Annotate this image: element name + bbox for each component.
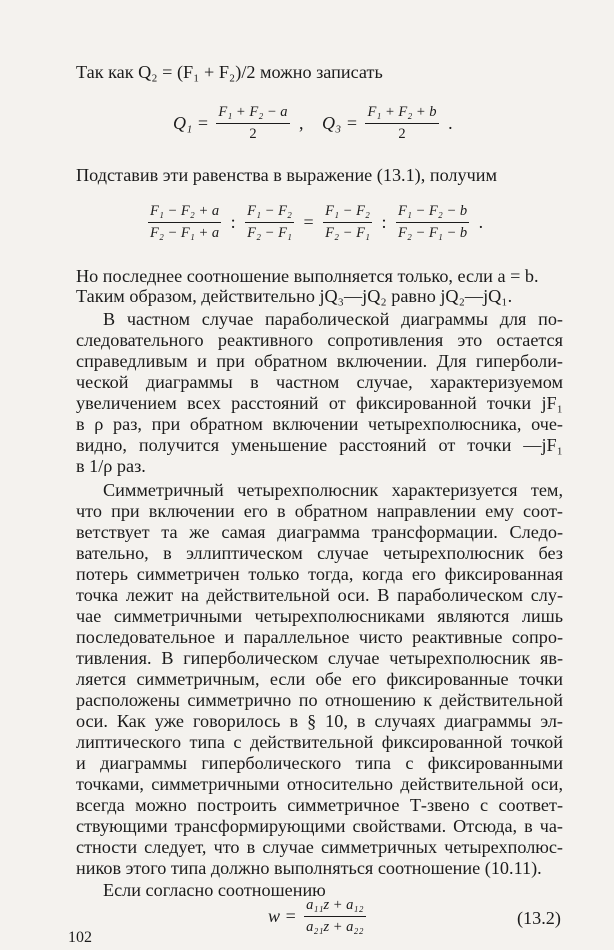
q3-denominator: 2 (398, 126, 406, 143)
ratio-fraction-4 (396, 203, 469, 242)
ratio-op-2: : (381, 212, 387, 233)
paragraph-line-last: в 1/ρ раз. (76, 456, 146, 476)
paragraph-line: точками, симметричными относительно действительной оси, (76, 774, 563, 794)
ratio-op-1: : (230, 212, 236, 233)
q1-lhs: Q₁ = (173, 113, 209, 134)
ratio-1-numerator: F₁ − F₂ + a (150, 203, 220, 219)
paragraph-line-first: Симметричный четырехполюсник характеризуется тем, (103, 480, 563, 500)
text-line-intro: Так как Q₂ = (F₁ + F₂)/2 можно записать (76, 62, 383, 82)
ratio-fraction-1 (148, 203, 221, 242)
w-lhs: w = (268, 906, 297, 927)
w-numerator: a₁₁z + a₁₂ (306, 897, 364, 913)
text-line-substitute: Подставив эти равенства в выражение (13.1), получим (76, 165, 497, 185)
paragraph-line: тивления. В гиперболическом случае четырехполюсник яв- (76, 648, 563, 668)
equation-number: (13.2) (517, 908, 561, 928)
q1-numerator: F₁ + F₂ − a (218, 104, 288, 120)
paragraph-line: чае симметричными четырехполюсниками являются лишь (76, 606, 563, 626)
ratio-4-denominator: F₂ − F₁ − b (398, 225, 468, 242)
ratio-2-denominator: F₂ − F₁ (247, 225, 292, 242)
ratio-2-numerator: F₁ − F₂ (247, 203, 292, 219)
ratio-3-denominator: F₂ − F₁ (325, 225, 370, 242)
equation-13-2 (268, 897, 369, 936)
paragraph-line: всегда можно построить симметричное Т-звено с соответ- (76, 795, 563, 815)
w-denominator: a₂₁z + a₂₂ (306, 919, 364, 936)
paragraph-line: ческой диаграммы в частном случае, характеризуемом (76, 372, 563, 392)
paragraph-line: точка лежит на действительной оси. В параболическом слу- (76, 585, 563, 605)
ratio-end: . (478, 212, 484, 233)
paragraph-line: и диаграммы гиперболического типа с фиксированными (76, 753, 563, 773)
paragraph-line: потерь симметричен только тогда, когда его фиксированная (76, 564, 563, 584)
ratio-equals: = (303, 212, 314, 233)
paragraph-line: стности следует, что в случае симметричных четырехполюс- (76, 837, 563, 857)
paragraph-line: увеличением всех расстояний от фиксированной точки jF₁ (76, 393, 563, 413)
q3-lhs: Q₃ = (322, 113, 358, 134)
text-line: Но последнее соотношение выполняется только, если a = b. (76, 266, 539, 286)
q3-numerator: F₁ + F₂ + b (367, 104, 437, 120)
paragraph-line: видно, получится уменьшение расстояний от точки —jF₁ (76, 435, 563, 455)
page-number: 102 (68, 929, 92, 946)
paragraph-line: справедливым и при обратном включении. Для гиперболи- (76, 351, 563, 371)
q1-denominator: 2 (249, 126, 257, 143)
text-line: Таким образом, действительно jQ₃—jQ₂ равно jQ₂—jQ₁. (76, 286, 513, 306)
paragraph-line: расположены симметрично по отношению к действительной (76, 690, 563, 710)
ratio-3-numerator: F₁ − F₂ (325, 203, 370, 219)
equation-ratio (145, 203, 485, 242)
ratio-fraction-3 (323, 203, 372, 242)
paragraph-line: ляется симметричным, если обе его фиксированные точки (76, 669, 563, 689)
paragraph-line: последовательное и параллельное чисто реактивные сопро- (76, 627, 563, 647)
ratio-1-denominator: F₂ − F₁ + a (150, 225, 220, 242)
text-line-if: Если согласно соотношению (103, 880, 326, 900)
paragraph-line: липтического типа с действительной фиксированной точкой (76, 732, 563, 752)
paragraph-line: ствующими трансформирующими свойствами. Отсюда, в ча- (76, 816, 563, 836)
q1-fraction (216, 104, 289, 143)
ratio-4-numerator: F₁ − F₂ − b (398, 203, 468, 219)
paragraph-line-first: В частном случае параболической диаграммы для по- (103, 309, 563, 329)
eq1-separator: , (299, 113, 304, 134)
eq1-end: . (448, 113, 453, 134)
paragraph-line: оси. Как уже говорилось в § 10, в случаях диаграммы эл- (76, 711, 563, 731)
paragraph-line: вательно, в эллиптическом случае четырехполюсник без (76, 543, 563, 563)
ratio-fraction-2 (245, 203, 294, 242)
q3-fraction (365, 104, 438, 143)
paragraph-line: следовательного реактивного сопротивления это остается (76, 330, 563, 350)
paragraph-line: что при включении его в обратном направлении ему соот- (76, 501, 563, 521)
w-fraction (304, 897, 365, 936)
paragraph-line: ветствует та же самая диаграмма трансформации. Следо- (76, 522, 563, 542)
equation-q1-q3 (173, 104, 455, 143)
paragraph-line: в ρ раз, при обратном включении четырехполюсника, оче- (76, 414, 563, 434)
paragraph-line: ников этого типа должно выполняться соотношение (10.11). (76, 858, 542, 878)
